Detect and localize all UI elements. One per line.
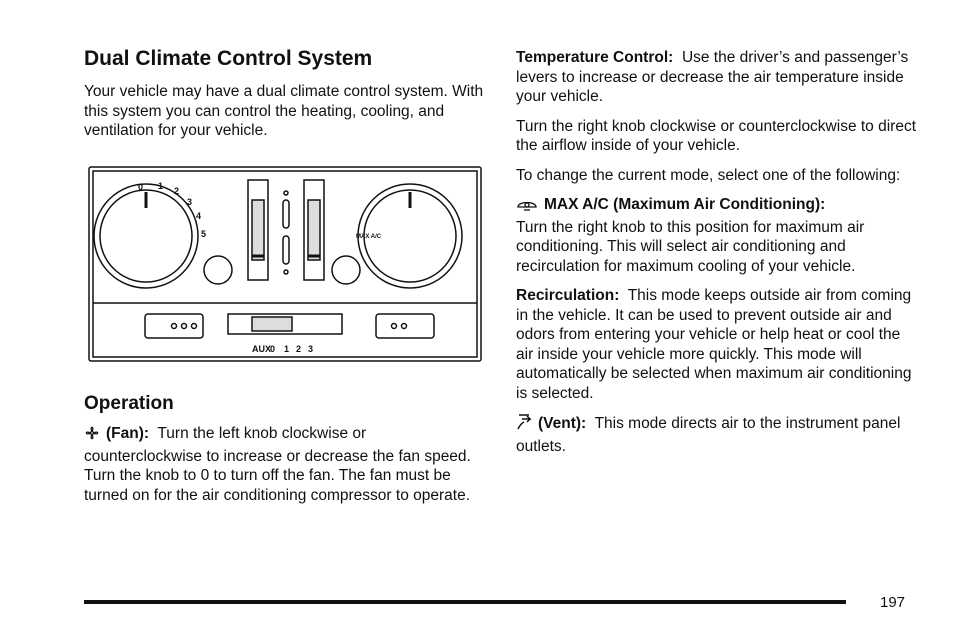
fan-speed-label: 5: [201, 229, 207, 239]
temperature-paragraph: [516, 48, 916, 107]
footer-rule: [84, 600, 846, 604]
fan-text: Turn the left knob clockwise or counterclockwise to increase or decrease the fan speed. Turn the knob to 0 to turn off the fan. The fan must be turned on for the air conditioning compressor to operate.: [84, 425, 471, 504]
fan-label: (Fan):: [106, 425, 150, 442]
vent-paragraph: [516, 413, 916, 456]
vent-icon: [516, 413, 532, 437]
temperature-text: Use the driver’s and passenger’s levers to increase or decrease the air temperature inside your vehicle.: [516, 49, 909, 105]
left-column: [84, 46, 484, 151]
fan-speed-label: 1: [158, 181, 164, 191]
fan-icon: [84, 425, 100, 447]
blower-scale-label: AUX: [252, 344, 272, 354]
blower-scale-label: 0: [270, 344, 276, 354]
blower-scale-label: 1: [284, 344, 290, 354]
page-title: Dual Climate Control System: [84, 47, 373, 70]
vent-text: This mode directs air to the instrument panel outlets.: [516, 415, 901, 455]
climate-control-panel-illustration: [88, 166, 482, 362]
mode-paragraph: To change the current mode, select one of the following:: [516, 166, 901, 184]
fan-paragraph: [84, 424, 484, 505]
blower-scale-label: 2: [296, 344, 302, 354]
fan-speed-label: 3: [187, 197, 193, 207]
max-ac-paragraph: [516, 195, 916, 276]
recirculation-paragraph: [516, 286, 916, 403]
max-ac-label: MAX A/C (Maximum Air Conditioning):: [544, 196, 826, 213]
right-column: [516, 46, 916, 466]
fan-speed-label: 2: [174, 186, 180, 196]
vent-label: (Vent):: [538, 415, 587, 432]
max-ac-text: Turn the right knob to this position for maximum air conditioning. This will select air conditioning and recirculation for maximum cooling of your vehicle.: [516, 218, 865, 275]
max-ac-label: MAX A/C: [356, 234, 382, 240]
right-knob-paragraph: Turn the right knob clockwise or counterclockwise to direct the airflow inside of your vehicle.: [516, 117, 917, 154]
operation-section: [84, 392, 484, 515]
max-ac-icon: [516, 198, 538, 218]
recirculation-label: Recirculation:: [516, 287, 620, 304]
temperature-label: Temperature Control:: [516, 49, 674, 66]
intro-paragraph: Your vehicle may have a dual climate control system. With this system you can control the heating, cooling, and ventilation for your vehicle.: [84, 83, 484, 139]
blower-scale-label: 3: [308, 344, 314, 354]
page-number: 197: [880, 594, 906, 611]
operation-heading: Operation: [84, 393, 174, 414]
recirculation-text: This mode keeps outside air from coming in the vehicle. It can be used to prevent outside air and odors from entering your vehicle or help heat or cool the air inside your vehicle more quickly. This mode will automatically be selected when maximum air conditioning is selected.: [516, 287, 912, 402]
fan-speed-label: 4: [196, 211, 202, 221]
fan-speed-label: 0: [138, 182, 144, 192]
